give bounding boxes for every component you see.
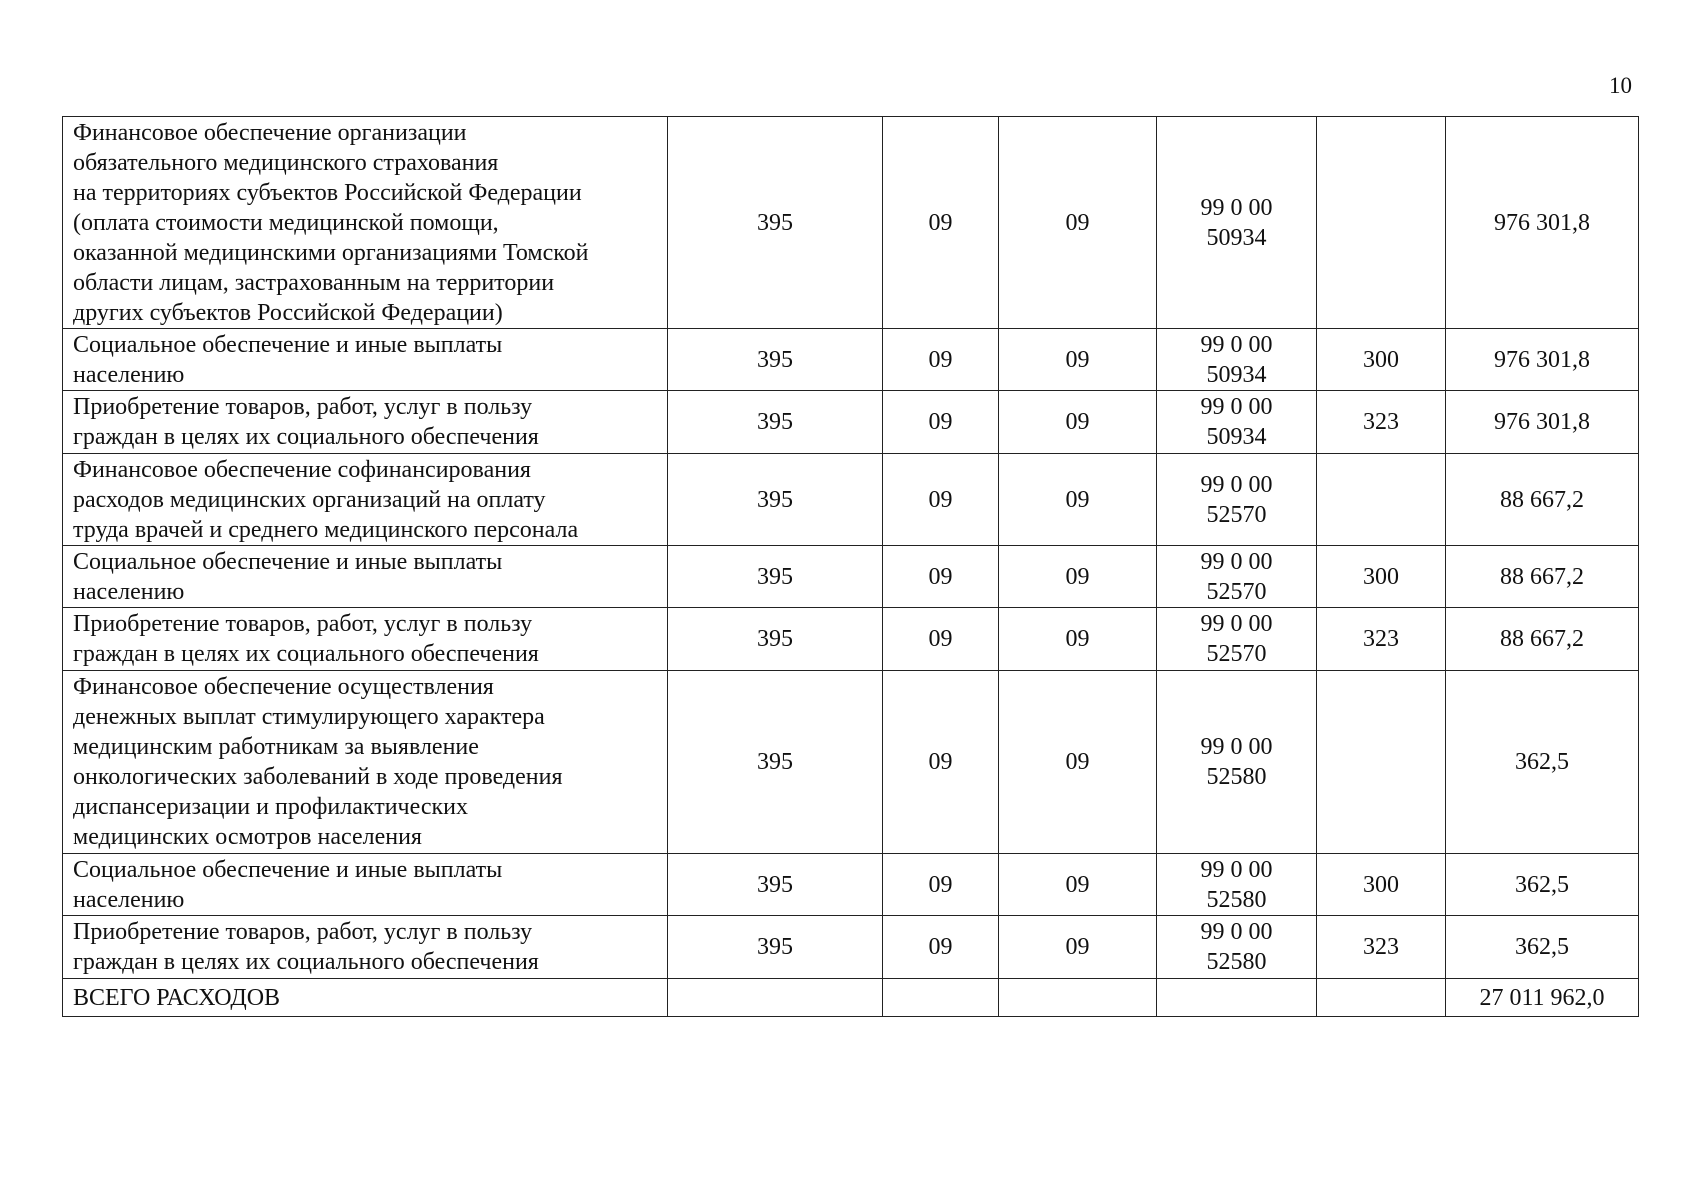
row-name-line: области лицам, застрахованным на территории [73,269,555,296]
ministry-code: 395 [668,454,883,546]
ministry-code: 395 [668,916,883,979]
expenditure-table [62,116,1639,1017]
subsection-code: 09 [999,546,1157,608]
table-body [63,117,1639,1017]
target-code [1157,671,1317,854]
ministry-code: 395 [668,608,883,671]
row-name-line: на территориях субъектов Российской Федерации [73,179,582,206]
ministry-code: 395 [668,391,883,454]
target-code [1157,546,1317,608]
target-code-line: 50934 [1206,361,1267,388]
row-name [63,391,668,454]
table-row [63,671,1639,854]
subsection-code: 09 [999,916,1157,979]
row-name [63,454,668,546]
expense-type-code [1317,454,1446,546]
expense-type-code [1317,117,1446,329]
subsection-code: 09 [999,454,1157,546]
target-code-line: 52580 [1206,886,1267,913]
row-name-line: Финансовое обеспечение организации [73,119,467,146]
expense-type-code: 323 [1317,391,1446,454]
table-row [63,546,1639,608]
row-name [63,546,668,608]
row-name-line: Социальное обеспечение и иные выплаты [73,856,503,883]
row-name-line: медицинских осмотров населения [73,824,422,850]
row-name [63,671,668,854]
amount: 976 301,8 [1446,329,1639,391]
table-row [63,329,1639,391]
row-name-line: медицинским работникам за выявление [73,734,479,760]
row-name-line: (оплата стоимости медицинской помощи, [73,209,499,236]
subsection-code: 09 [999,671,1157,854]
expense-type-code [1317,671,1446,854]
expense-type-code: 300 [1317,854,1446,916]
table-row [63,391,1639,454]
total-empty-section [883,979,999,1017]
ministry-code: 395 [668,329,883,391]
total-empty-target [1157,979,1317,1017]
section-code: 09 [883,546,999,608]
table-row [63,854,1639,916]
row-name [63,608,668,671]
row-name-line: граждан в целях их социального обеспечения [73,641,539,667]
ministry-code: 395 [668,117,883,329]
table-row [63,117,1639,329]
target-code [1157,117,1317,329]
section-code: 09 [883,391,999,454]
page-number: 10 [1609,73,1632,98]
row-name-line: Социальное обеспечение и иные выплаты [73,548,503,575]
target-code-line: 50934 [1206,424,1267,450]
amount: 362,5 [1446,854,1639,916]
row-name-line: диспансеризации и профилактических [73,794,469,820]
row-name-line: других субъектов Российской Федерации) [73,299,503,326]
total-empty-expense-type [1317,979,1446,1017]
subsection-code: 09 [999,608,1157,671]
target-code-line: 52570 [1206,641,1267,667]
target-code-line: 99 0 00 [1200,471,1273,498]
ministry-code: 395 [668,854,883,916]
target-code-line: 52580 [1206,764,1267,790]
subsection-code: 09 [999,117,1157,329]
subsection-code: 09 [999,391,1157,454]
target-code [1157,916,1317,979]
table-row [63,454,1639,546]
row-name-line: Финансовое обеспечение осуществления [73,674,494,700]
target-code-line: 52570 [1206,578,1267,605]
row-name-line: расходов медицинских организаций на оплату [73,486,546,513]
section-code: 09 [883,329,999,391]
amount: 88 667,2 [1446,546,1639,608]
table-row [63,916,1639,979]
row-name-line: труда врачей и среднего медицинского персонала [73,516,579,543]
target-code-line: 50934 [1206,224,1267,251]
row-name-line: Приобретение товаров, работ, услуг в пользу [73,919,533,945]
total-empty-ministry [668,979,883,1017]
target-code [1157,608,1317,671]
row-name-line: Финансовое обеспечение софинансирования [73,456,531,483]
row-name-line: граждан в целях их социального обеспечения [73,424,539,450]
amount: 88 667,2 [1446,454,1639,546]
target-code-line: 99 0 00 [1200,194,1273,221]
target-code-line: 99 0 00 [1200,611,1273,637]
amount: 976 301,8 [1446,117,1639,329]
target-code-line: 99 0 00 [1200,856,1273,883]
subsection-code: 09 [999,854,1157,916]
target-code-line: 99 0 00 [1200,394,1273,420]
row-name-line: оказанной медицинскими организациями Томской [73,239,589,266]
target-code [1157,454,1317,546]
target-code-line: 52570 [1206,501,1267,528]
row-name-line: Социальное обеспечение и иные выплаты [73,331,503,358]
row-name-line: обязательного медицинского страхования [73,149,499,176]
section-code: 09 [883,117,999,329]
section-code: 09 [883,454,999,546]
row-name-line: граждан в целях их социального обеспечения [73,949,539,975]
row-name-line: населению [73,578,185,605]
section-code: 09 [883,916,999,979]
target-code-line: 99 0 00 [1200,919,1273,945]
amount: 976 301,8 [1446,391,1639,454]
amount: 362,5 [1446,916,1639,979]
table-row [63,608,1639,671]
target-code-line: 99 0 00 [1200,331,1273,358]
row-name-line: Приобретение товаров, работ, услуг в пользу [73,611,533,637]
amount: 362,5 [1446,671,1639,854]
row-name-line: денежных выплат стимулирующего характера [73,704,545,730]
target-code-line: 99 0 00 [1200,548,1273,575]
expense-type-code: 300 [1317,329,1446,391]
expense-type-code: 323 [1317,608,1446,671]
subsection-code: 09 [999,329,1157,391]
row-name [63,329,668,391]
target-code-line: 99 0 00 [1200,734,1273,760]
target-code [1157,329,1317,391]
row-name-line: онкологических заболеваний в ходе проведения [73,764,563,790]
total-empty-subsection [999,979,1157,1017]
total-row [63,979,1639,1017]
row-name-line: населению [73,361,185,388]
row-name-line: населению [73,886,185,913]
ministry-code: 395 [668,671,883,854]
ministry-code: 395 [668,546,883,608]
total-label: ВСЕГО РАСХОДОВ [63,979,668,1017]
target-code-line: 52580 [1206,949,1267,975]
target-code [1157,854,1317,916]
row-name [63,916,668,979]
section-code: 09 [883,671,999,854]
amount: 88 667,2 [1446,608,1639,671]
row-name [63,117,668,329]
row-name [63,854,668,916]
expense-type-code: 323 [1317,916,1446,979]
section-code: 09 [883,854,999,916]
total-amount: 27 011 962,0 [1446,979,1639,1017]
target-code [1157,391,1317,454]
section-code: 09 [883,608,999,671]
expense-type-code: 300 [1317,546,1446,608]
row-name-line: Приобретение товаров, работ, услуг в пользу [73,394,533,420]
